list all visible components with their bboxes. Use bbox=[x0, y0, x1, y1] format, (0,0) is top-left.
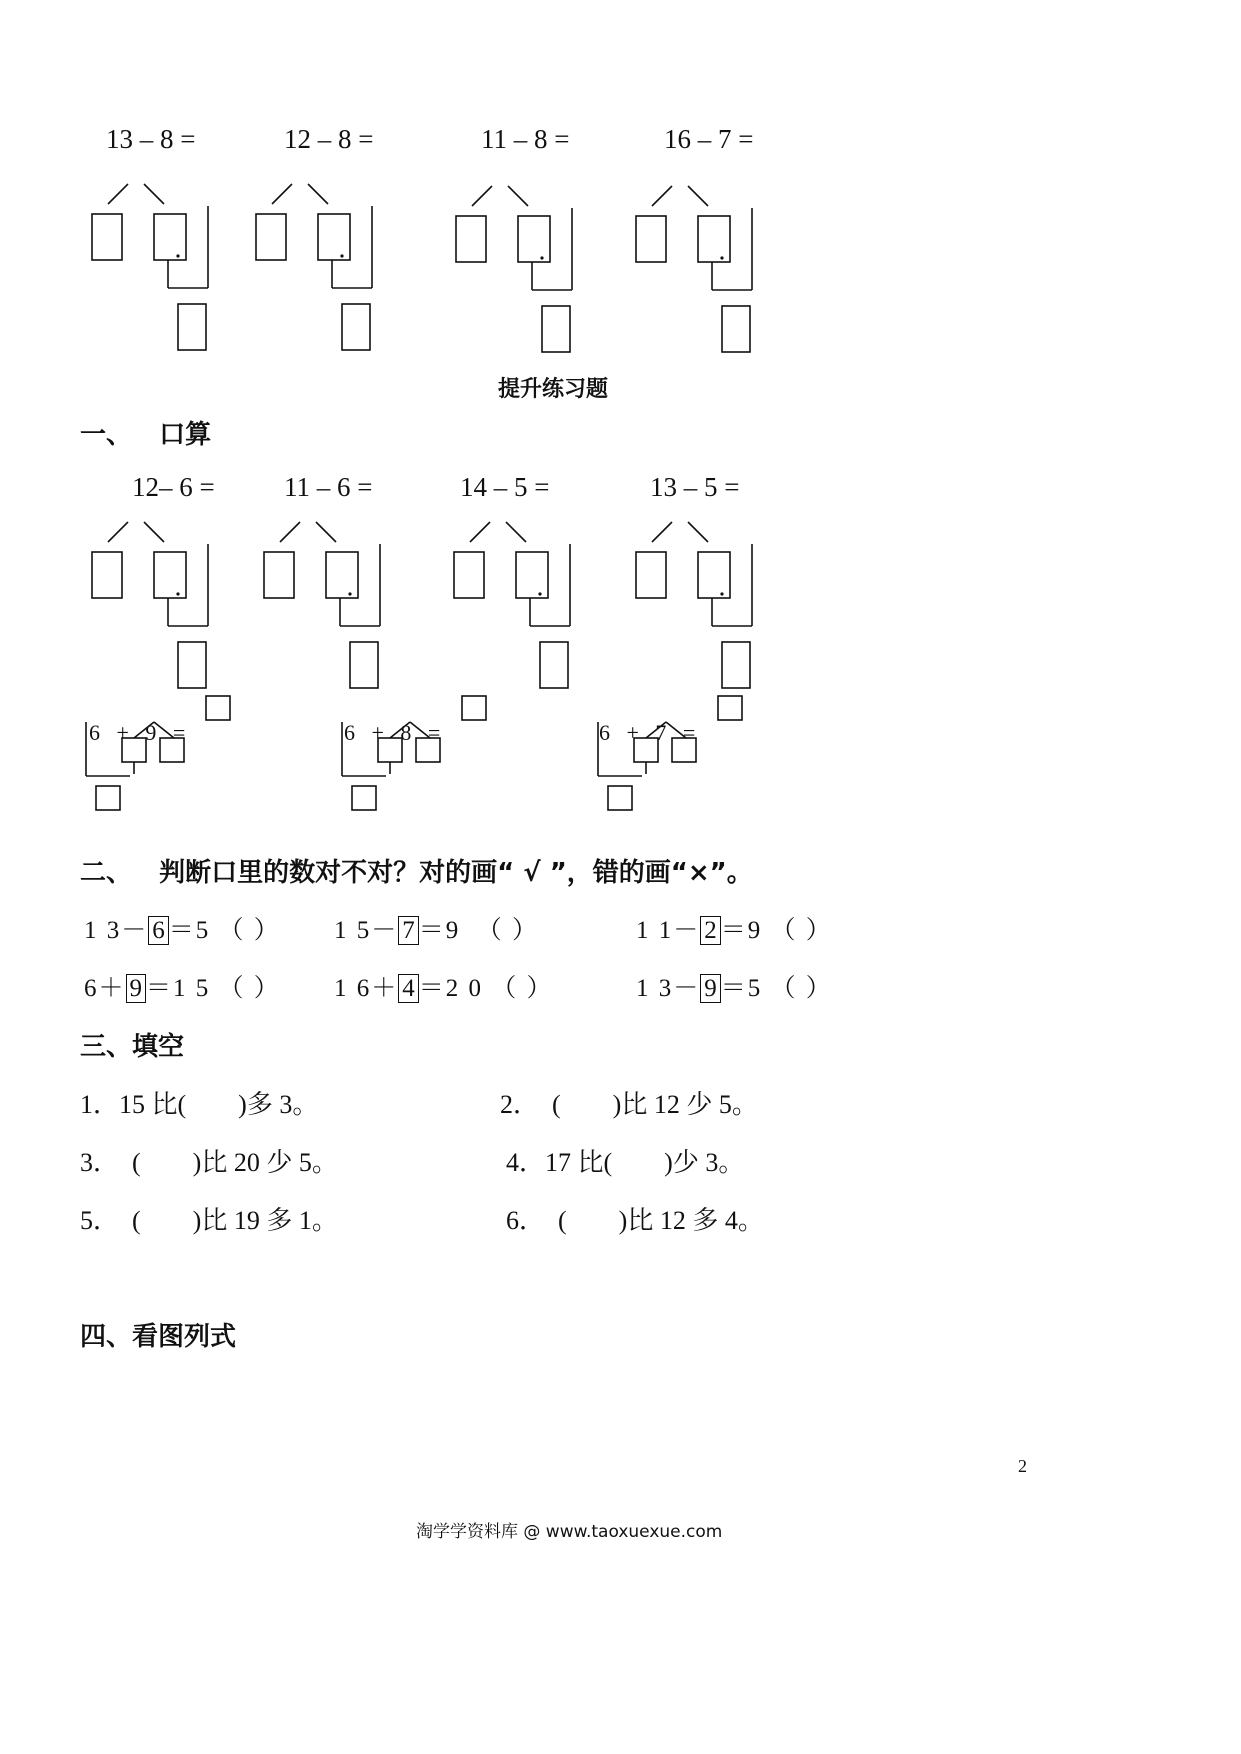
equals-sign: = bbox=[427, 720, 441, 745]
diagram-1-3-branch-right bbox=[688, 522, 708, 542]
plus-sign: + bbox=[626, 720, 639, 745]
addition-0 bbox=[78, 694, 185, 746]
diagram-1-0-box-result bbox=[178, 642, 206, 688]
equals-sign: = bbox=[682, 720, 696, 745]
addend-a: 6 bbox=[599, 720, 610, 745]
judge-box: 9 bbox=[700, 974, 721, 1003]
diagram-0-2-dot bbox=[541, 257, 543, 259]
diagram-1-2-box-result bbox=[540, 642, 568, 688]
diagram-0-2-box-left bbox=[456, 216, 486, 262]
section2-heading: 二、 判断口里的数对不对？对的画“ √ ”，错的画“×”。 bbox=[80, 858, 753, 888]
equals-sign: = bbox=[172, 720, 186, 745]
addition-1 bbox=[333, 694, 440, 746]
judge-box: 2 bbox=[700, 916, 721, 945]
diagram-0-0-box-result bbox=[178, 304, 206, 350]
section4-heading: 四、看图列式 bbox=[80, 1322, 237, 1352]
judge-box: 9 bbox=[126, 974, 147, 1003]
diagram-1-3-dot bbox=[721, 593, 723, 595]
judge-item-1 bbox=[334, 910, 539, 946]
diagram-1-0-box-right bbox=[154, 552, 186, 598]
addition-diagram-2-answer-box bbox=[718, 696, 742, 720]
judge-post: ＝9 （ ） bbox=[418, 917, 540, 944]
judge-pre: 1 1－ bbox=[636, 917, 701, 944]
diagram-1-2-dot bbox=[539, 593, 541, 595]
diagram-1-3-box-result bbox=[722, 642, 750, 688]
judge-post: ＝1 5 （ ） bbox=[146, 975, 281, 1002]
diagram-1-2-box-left bbox=[454, 552, 484, 598]
diagram-0-3-branch-left bbox=[652, 186, 672, 206]
diagram-0-2-branch-right bbox=[508, 186, 528, 206]
diagram-0-3-box-right bbox=[698, 216, 730, 262]
diagram-1-2-box-right bbox=[516, 552, 548, 598]
fill-item-5: 5． ( )比 19 多 1。 bbox=[80, 1206, 338, 1235]
judge-pre: 1 6＋ bbox=[334, 975, 399, 1002]
section3-heading: 三、填空 bbox=[80, 1032, 185, 1062]
addition-diagram-0-result-box bbox=[96, 786, 120, 810]
addend-b: 7 bbox=[655, 720, 667, 745]
fill-item-2: 2． ( )比 12 少 5。 bbox=[500, 1090, 758, 1119]
diagram-0-0-box-left bbox=[92, 214, 122, 260]
judge-post: ＝2 0 （ ） bbox=[418, 975, 554, 1002]
addition-2 bbox=[588, 694, 695, 746]
diagram-0-0-box-right bbox=[154, 214, 186, 260]
diagram-0-1-box-left bbox=[256, 214, 286, 260]
diagram-1-3-box-right bbox=[698, 552, 730, 598]
judge-box: 4 bbox=[398, 974, 419, 1003]
footer-watermark: 淘学学资料库 @ www.taoxuexue.com bbox=[416, 1522, 723, 1542]
diagram-1-0-branch-right bbox=[144, 522, 164, 542]
judge-post: ＝9 （ ） bbox=[720, 917, 833, 944]
diagram-1-1-dot bbox=[349, 593, 351, 595]
diagram-0-1-branch-right bbox=[308, 184, 328, 204]
fill-item-1: 1．15 比( )多 3。 bbox=[80, 1090, 319, 1119]
judge-item-2 bbox=[636, 910, 833, 946]
equation-0-2: 11 – 8 = bbox=[481, 124, 570, 154]
diagram-0-0-dot bbox=[177, 255, 179, 257]
diagram-0-0-branch-left bbox=[108, 184, 128, 204]
equation-0-3: 16 – 7 = bbox=[664, 124, 754, 154]
plus-sign: + bbox=[116, 720, 129, 745]
addend-a: 6 bbox=[89, 720, 100, 745]
judge-pre: 6＋ bbox=[84, 975, 126, 1002]
judge-box: 6 bbox=[148, 916, 169, 945]
diagram-0-1-dot bbox=[341, 255, 343, 257]
judge-item-5 bbox=[636, 968, 833, 1004]
diagram-1-1-branch-left bbox=[280, 522, 300, 542]
fill-item-4: 4．17 比( )少 3。 bbox=[506, 1148, 745, 1177]
diagram-1-0-box-left bbox=[92, 552, 122, 598]
section1-heading: 一、 口算 bbox=[80, 420, 212, 450]
diagram-1-1-branch-right bbox=[316, 522, 336, 542]
judge-pre: 1 3－ bbox=[636, 975, 701, 1002]
diagram-1-1-box-left bbox=[264, 552, 294, 598]
diagram-1-1-box-right bbox=[326, 552, 358, 598]
diagram-0-3-box-result bbox=[722, 306, 750, 352]
addend-b: 8 bbox=[400, 720, 412, 745]
addition-diagram-1-answer-box bbox=[462, 696, 486, 720]
practice-title: 提升练习题 bbox=[498, 377, 609, 402]
diagram-0-3-box-left bbox=[636, 216, 666, 262]
addend-b: 9 bbox=[145, 720, 157, 745]
judge-item-3 bbox=[84, 968, 281, 1004]
judge-post: ＝5 （ ） bbox=[168, 917, 281, 944]
diagram-0-2-branch-left bbox=[472, 186, 492, 206]
diagram-1-0-dot bbox=[177, 593, 179, 595]
diagram-1-3-branch-left bbox=[652, 522, 672, 542]
addition-diagram-2-result-box bbox=[608, 786, 632, 810]
judge-pre: 1 5－ bbox=[334, 917, 399, 944]
diagram-0-3-branch-right bbox=[688, 186, 708, 206]
diagram-1-1-box-result bbox=[350, 642, 378, 688]
addition-diagram-0-answer-box bbox=[206, 696, 230, 720]
diagram-0-3-dot bbox=[721, 257, 723, 259]
equation-0-1: 12 – 8 = bbox=[284, 124, 374, 154]
judge-box: 7 bbox=[398, 916, 419, 945]
fill-item-3: 3． ( )比 20 少 5。 bbox=[80, 1148, 338, 1177]
equation-1-0: 12– 6 = bbox=[132, 472, 215, 502]
diagram-1-0-branch-left bbox=[108, 522, 128, 542]
fill-item-6: 6． ( )比 12 多 4。 bbox=[506, 1206, 764, 1235]
diagram-0-1-branch-left bbox=[272, 184, 292, 204]
equation-0-0: 13 – 8 = bbox=[106, 124, 196, 154]
diagram-1-2-branch-right bbox=[506, 522, 526, 542]
judge-pre: 1 3－ bbox=[84, 917, 149, 944]
diagram-0-1-box-right bbox=[318, 214, 350, 260]
page-number: 2 bbox=[1018, 1456, 1027, 1476]
diagram-0-2-box-right bbox=[518, 216, 550, 262]
equation-1-3: 13 – 5 = bbox=[650, 472, 740, 502]
judge-post: ＝5 （ ） bbox=[720, 975, 833, 1002]
diagram-1-2-branch-left bbox=[470, 522, 490, 542]
diagram-0-1-box-result bbox=[342, 304, 370, 350]
judge-item-0 bbox=[84, 910, 281, 946]
plus-sign: + bbox=[371, 720, 384, 745]
equation-1-1: 11 – 6 = bbox=[284, 472, 373, 502]
diagram-0-0-branch-right bbox=[144, 184, 164, 204]
equation-1-2: 14 – 5 = bbox=[460, 472, 550, 502]
diagram-1-3-box-left bbox=[636, 552, 666, 598]
judge-item-4 bbox=[334, 968, 554, 1004]
addition-diagram-1-result-box bbox=[352, 786, 376, 810]
addend-a: 6 bbox=[344, 720, 355, 745]
diagram-0-2-box-result bbox=[542, 306, 570, 352]
